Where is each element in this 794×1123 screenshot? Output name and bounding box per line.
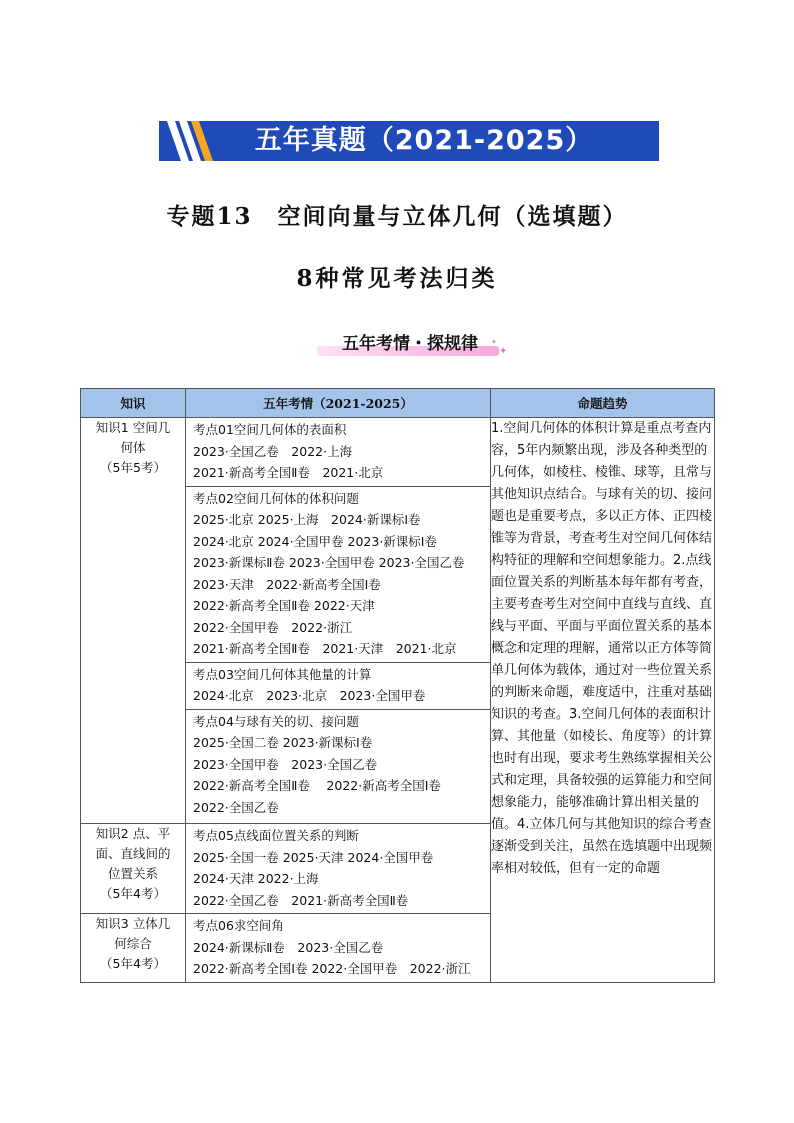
trend-text: 1.空间几何体的体积计算是重点考查内容，5年内频繁出现，涉及各种类型的几何体，如棱柱、棱锥、球等，且常与其他知识点结合。与球有关的切、接问题也是重要考点，多以正方体、正四棱锥等为背景，考查考生对空间几何体结构特征的理解和空间想象能力。2.点线面位置关系的判断基本每年都有考查，主要考查考生对空间中直线与直线、直线与平面、平面与平面位置关系的基本概念和定理的理解，通常以正方体等简单几何体为载体，通过对一些位置关系的判断来命题，难度适中，注重对基础知识的考查。3.空间几何体的表面积计算、其他量（如棱长、角度等）的计算也时有出现，要求考生熟练掌握相关公式和定理，具备较强的运算能力和空间想象能力，能够准确计算出相关量的值。4.立体几何与其他知识的综合考查逐渐受到关注，虽然在选填题中出现频率相对较低，但有一定的命题 — [491, 421, 713, 876]
page-subtitle: 8种常见考法归类 — [296, 265, 498, 292]
points-cell — [186, 914, 491, 983]
section-banner — [159, 121, 659, 161]
exam-point: 考点05点线面位置关系的判断 2025·全国一卷 2025·天津 2024·全国甲卷 2024·天津 2022·上海 2022·全国乙卷 2021·新高考全国Ⅱ卷 — [193, 828, 434, 908]
points-cell — [186, 824, 491, 914]
sparkle-icon: ✦ — [499, 346, 508, 357]
exam-analysis-table — [80, 388, 715, 983]
table-row — [81, 418, 715, 824]
subheading-text: 五年考情・探规律 — [342, 334, 478, 354]
knowledge-cell: 知识2 点、平 面、直线间的 位置关系 （5年4考） — [81, 824, 186, 914]
trend-cell — [491, 418, 715, 983]
points-cell — [186, 418, 491, 824]
exam-point: 考点06求空间角 2024·新课标Ⅱ卷 2023·全国乙卷 2022·新高考全国Ⅰ卷 2022·全国甲卷 2022·浙江 — [193, 918, 471, 976]
banner-title: 五年真题（2021-2025） — [254, 125, 594, 156]
exam-point: 考点04与球有关的切、接问题 2025·全国二卷 2023·新课标Ⅰ卷 2023·全国甲卷 2023·全国乙卷 2022·新高考全国Ⅱ卷 2022·新高考全国Ⅰ卷 2022·全国乙卷 — [193, 713, 441, 815]
exam-point: 考点02空间几何体的体积问题 2025·北京 2025·上海 2024·新课标Ⅰ卷 2024·北京 2024·全国甲卷 2023·新课标Ⅰ卷 2023·新课标Ⅱ卷 2023·全国甲卷 2023·全国乙卷 2023·天津 2022·新高考全国Ⅰ卷 2022·新高考全国Ⅱ卷 2022·天津 2022·全国甲卷 2022·浙江 2021·新高考全国Ⅱ卷 2021·天津 2021·北京 — [186, 487, 490, 663]
header-five-year: 五年考情（2021-2025） — [186, 389, 491, 418]
sparkle-small-icon: ✦ — [491, 338, 497, 346]
header-trend: 命题趋势 — [491, 389, 715, 418]
exam-point: 考点01空间几何体的表面积 2023·全国乙卷 2022·上海 2021·新高考全国Ⅱ卷 2021·北京 — [186, 418, 490, 487]
exam-point: 考点03空间几何体其他量的计算 2024·北京 2023·北京 2023·全国甲卷 — [186, 663, 490, 710]
table-header-row — [81, 389, 715, 418]
page-title: 专题13 空间向量与立体几何（选填题） — [166, 203, 628, 230]
header-knowledge: 知识 — [81, 389, 186, 418]
knowledge-cell: 知识1 空间几 何体 （5年5考） — [81, 418, 186, 824]
section-subheading — [315, 326, 515, 362]
knowledge-cell: 知识3 立体几 何综合 （5年4考） — [81, 914, 186, 983]
